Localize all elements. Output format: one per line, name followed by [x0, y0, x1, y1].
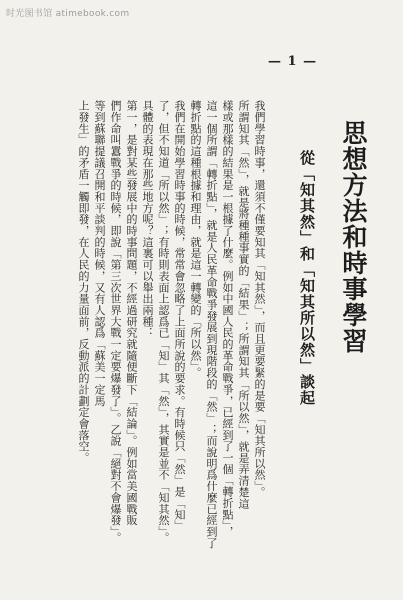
body-line: 我們在開始學習時事的時候，常常會忽略了上面所說的要求。有時候只「然」是「知」	[173, 100, 186, 532]
body-line: 所謂知其「然」，就是將種種事實的「結果」；所謂知其「所以然」，就是弄清楚這	[237, 100, 250, 509]
body-line: 樣或那樣的結果是一根據了什麼。例如中國人民的革命戰爭，已經到了一個「轉折點」，	[221, 100, 234, 538]
page-subtitle: 從「知其然」和「知其所以然」談起	[298, 150, 316, 406]
body-line: 等到蘇聯提議召開和平談判的時候，又有人認爲「蘇美一定馬	[93, 100, 106, 407]
page-title: 思想方法和時事學習	[339, 120, 368, 354]
body-line: 上發生」的矛盾一觸即發，在人民的力量面前，反動派的計劃定會落空。	[77, 100, 90, 464]
watermark-text: 时光图书馆 atimebook.com	[6, 9, 130, 19]
page-number: — 1 —	[268, 54, 318, 69]
body-line: 了，但不知道「所以然」；有時則表面上認爲已「知」其「然」，其實是並不「知其然」。	[157, 100, 170, 543]
body-line: 轉折點的這種根據和理由，就是這一轉變的「所以然」。	[189, 100, 202, 379]
body-line: 具體的表現在那些地方呢？這裏可以舉出兩種：	[141, 100, 154, 339]
body-line: 我們學習時事，還須不僅要知其「知其然」，而且更要緊的是要「知其所以然」。	[253, 100, 266, 498]
body-line: 們作命叫囂戰爭的時候，即說「第三次世界大戰一定要爆發了」。乙說「絕對不會爆發」。	[109, 100, 122, 543]
body-line: 第一，是對某些發展中的時事問題，不經過研究就隨便斷下「結論」。例如當美國戰販	[125, 100, 138, 526]
body-line: 這一個所謂「轉折點」，就是人民革命戰爭發展到現階段的「然」；而說明爲什麼已經到了	[205, 100, 218, 549]
